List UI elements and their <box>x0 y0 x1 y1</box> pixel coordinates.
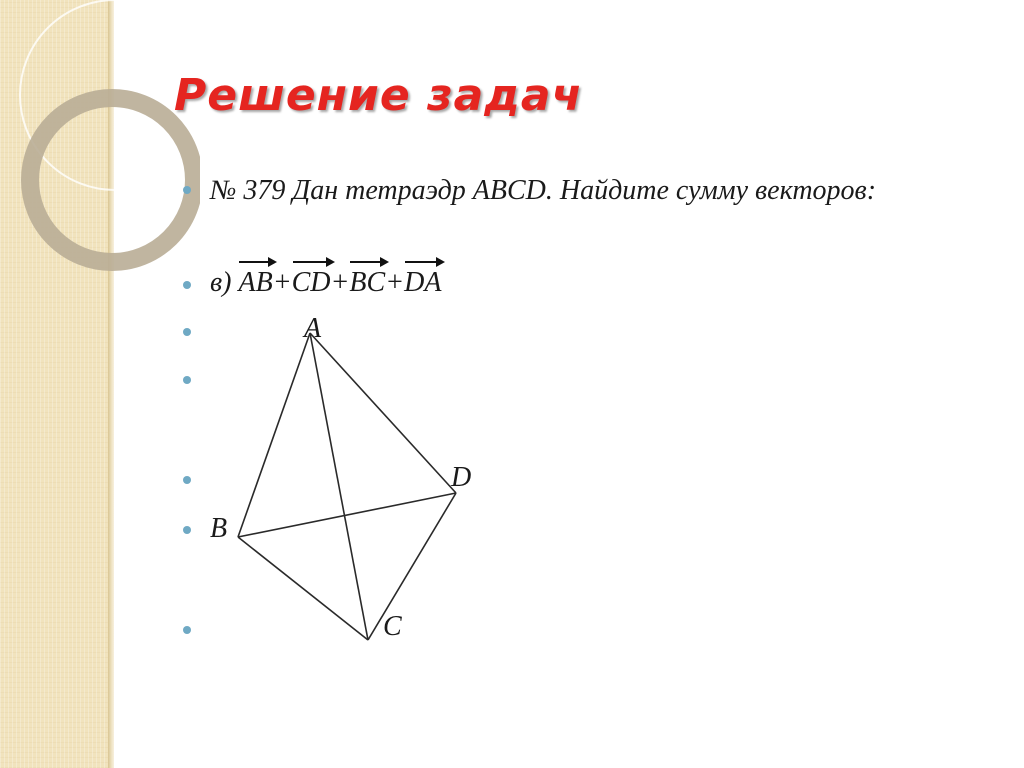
edge-bc <box>238 537 368 640</box>
vertex-label-d: D <box>451 462 472 493</box>
vector-cd: CD <box>291 267 331 298</box>
vertex-label-c: C <box>383 611 402 642</box>
vector-ab: AB <box>238 267 273 298</box>
item-prefix: в) <box>210 267 232 298</box>
vector-da: DA <box>404 267 442 298</box>
edge-ac <box>310 333 368 640</box>
plus-operator: + <box>385 267 405 298</box>
vertex-label-b: B <box>210 513 228 544</box>
vertex-label-a: A <box>304 313 322 344</box>
edge-ad <box>310 333 456 493</box>
plus-operator: + <box>330 267 350 298</box>
plus-operator: + <box>272 267 292 298</box>
vector-bc: BC <box>349 267 386 298</box>
problem-statement: № 379 Дан тетраэдр ABCD. Найдите сумму векторов: <box>210 175 877 206</box>
slide-title: Решение задач <box>174 70 583 121</box>
edge-ab <box>238 333 310 537</box>
edge-cd <box>368 493 456 640</box>
